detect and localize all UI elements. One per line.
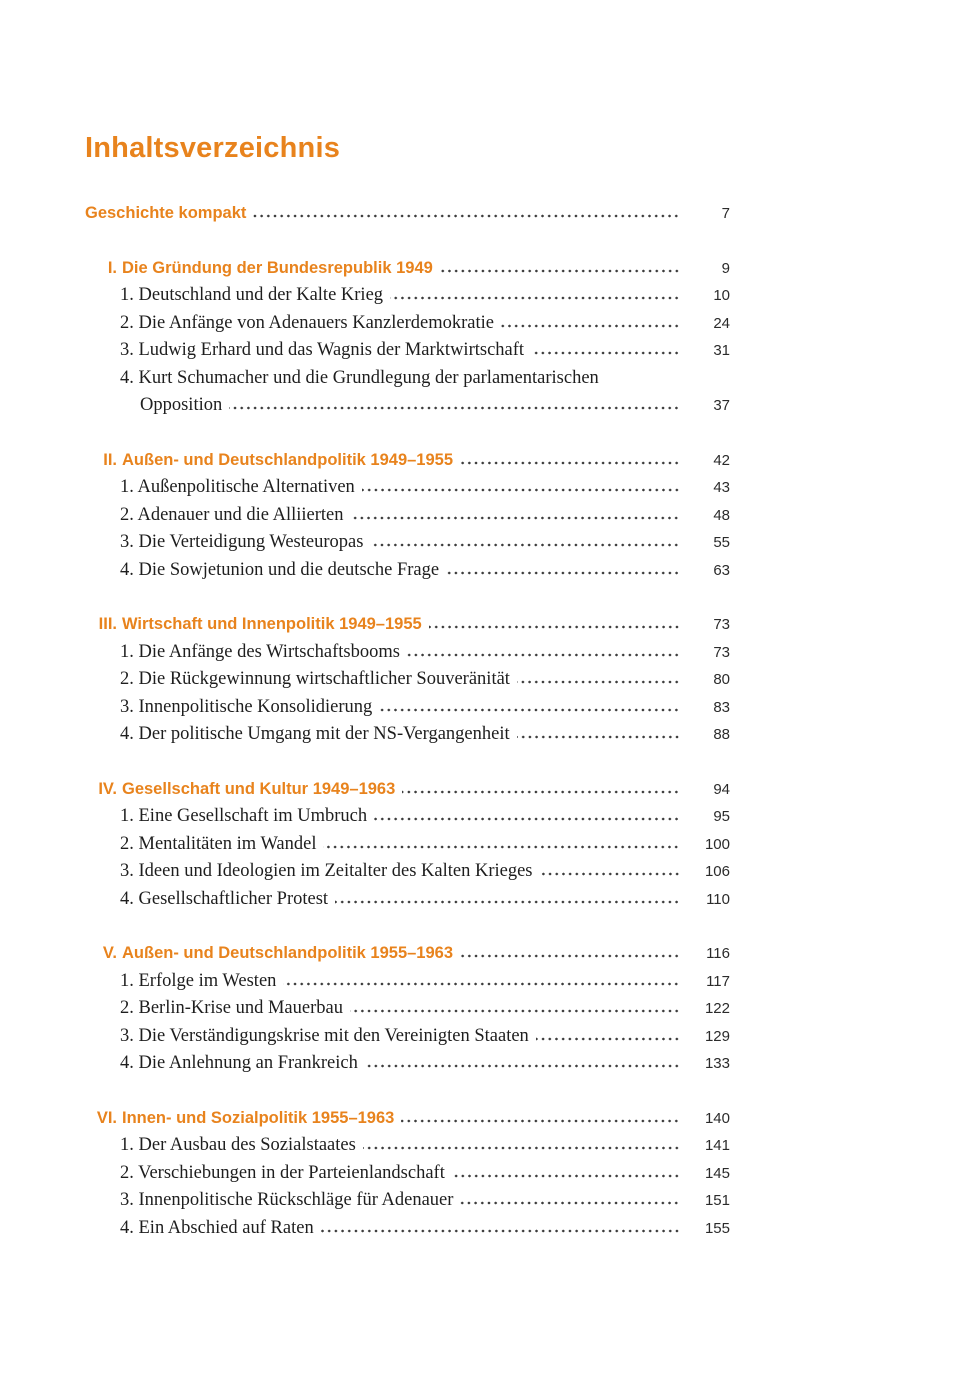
dot-leader (253, 214, 680, 218)
toc-section (85, 1105, 730, 1243)
section-numeral: II. (103, 450, 117, 469)
dot-leader (379, 708, 680, 712)
toc-entry (85, 1023, 730, 1051)
dot-leader (323, 845, 680, 849)
section-numeral: V. (102, 944, 117, 962)
dot-leader (440, 269, 680, 273)
entry-label: 3. Innenpolitische Konsolidierung (120, 696, 373, 717)
section-title: Außen- und Deutschlandpolitik 1949–1955 (122, 450, 453, 469)
entry-page-number: 106 (704, 863, 730, 880)
entry-label: 1. Der Ausbau des Sozialstaates (120, 1135, 356, 1155)
toc-entry (85, 529, 730, 557)
dot-leader (446, 571, 680, 575)
entry-page-number: 37 (713, 397, 730, 414)
entry-label: 1. Deutschland und der Kalte Krieg (120, 285, 384, 305)
toc-entry (85, 310, 730, 338)
entry-label: 4. Kurt Schumacher und die Grundlegung der parlamentarischen (120, 367, 599, 388)
toc-entry (85, 694, 730, 722)
section-page-number: 42 (713, 451, 730, 469)
entry-page-number: 43 (713, 479, 730, 496)
toc-entry (85, 803, 730, 831)
dot-leader (365, 1064, 680, 1068)
section-heading (85, 1105, 730, 1133)
dot-leader (452, 1174, 680, 1178)
entry-label: 4. Die Anlehnung an Frankreich (120, 1053, 358, 1073)
entry-page-number: 83 (713, 698, 730, 716)
entry-label: 1. Erfolge im Westen (120, 970, 277, 991)
section-items (85, 968, 730, 1078)
entry-page-number: 55 (713, 534, 730, 551)
toc-entry (85, 995, 730, 1023)
section-numeral: III. (98, 615, 117, 633)
entry-label: 4. Gesellschaftlicher Protest (120, 888, 329, 909)
dot-leader (401, 1119, 680, 1123)
dot-leader (531, 351, 680, 355)
entry-label: 3. Die Verständigungskrise mit den Vereinigten Staaten (120, 1025, 529, 1046)
section-items (85, 803, 730, 913)
toc-entry (85, 282, 730, 310)
entry-page-number: 95 (713, 808, 730, 825)
section-page-number: 9 (721, 259, 730, 277)
toc-section (85, 776, 730, 914)
entry-page-number: 133 (704, 1055, 730, 1072)
toc-entry-line-1 (85, 365, 730, 393)
entry-label: 3. Ideen und Ideologien im Zeitalter des Kalten Krieges (120, 861, 533, 881)
entry-page-number: 31 (713, 342, 730, 359)
entry-page-number: 145 (704, 1164, 730, 1182)
entry-label: 3. Ludwig Erhard und das Wagnis der Marktwirtschaft (120, 340, 525, 360)
dot-leader (407, 653, 680, 657)
entry-label: 3. Die Verteidigung Westeuropas (120, 532, 364, 552)
page-title: Inhaltsverzeichnis (85, 132, 341, 164)
toc-entry (85, 831, 730, 859)
toc-entry (85, 968, 730, 996)
dot-leader (335, 900, 680, 904)
toc-entry (85, 1050, 730, 1078)
toc-section (85, 255, 730, 420)
toc-entry (85, 557, 730, 585)
entry-label: 2. Mentalitäten im Wandel (120, 833, 317, 854)
entry-label: Geschichte kompakt (85, 204, 247, 222)
dot-leader (362, 488, 680, 492)
dot-leader (540, 872, 680, 876)
section-title: Wirtschaft und Innenpolitik 1949–1955 (122, 615, 422, 633)
entry-label: 4. Ein Abschied auf Raten (120, 1217, 314, 1238)
dot-leader (374, 817, 680, 821)
dot-leader (517, 680, 680, 684)
section-numeral: I. (107, 258, 117, 277)
section-title: Außen- und Deutschlandpolitik 1955–1963 (122, 944, 453, 962)
toc-entry (85, 666, 730, 694)
dot-leader (370, 543, 680, 547)
section-heading (85, 940, 730, 968)
section-page-number: 140 (704, 1109, 730, 1127)
entry-page-number: 122 (704, 1000, 730, 1017)
section-page-number: 73 (713, 616, 730, 633)
section-page-number: 94 (713, 780, 730, 798)
toc-entry (85, 1132, 730, 1160)
toc-entry (85, 1160, 730, 1188)
toc-content (85, 130, 730, 1242)
entry-label: 2. Die Anfänge von Adenauers Kanzlerdemokratie (120, 312, 494, 333)
section-page-number: 116 (706, 945, 730, 962)
section-items (85, 639, 730, 749)
dot-leader (229, 406, 680, 410)
entry-label: 2. Berlin-Krise und Mauerbau (120, 998, 343, 1018)
section-heading (85, 255, 730, 283)
dot-leader (402, 790, 680, 794)
entry-label: 1. Eine Gesellschaft im Umbruch (120, 806, 368, 826)
entry-page-number: 141 (704, 1137, 730, 1154)
entry-label: 2. Adenauer und die Alliierten (120, 504, 344, 525)
section-items (85, 474, 730, 584)
dot-leader (536, 1037, 680, 1041)
entry-page-number: 10 (713, 287, 730, 304)
toc-section (85, 940, 730, 1078)
entry-page-number: 117 (706, 972, 730, 990)
sections (85, 255, 730, 1243)
dot-leader (460, 461, 680, 465)
section-numeral: IV. (98, 779, 117, 798)
entry-page-number: 48 (713, 506, 730, 524)
entry-label: 2. Verschiebungen in der Parteienlandschaft (120, 1162, 445, 1183)
dot-leader (429, 625, 680, 629)
entry-page-number: 151 (704, 1192, 730, 1209)
entry-label: 1. Die Anfänge des Wirtschaftsbooms (120, 641, 400, 662)
entry-page-number: 129 (704, 1027, 730, 1045)
toc-entry (85, 502, 730, 530)
section-heading (85, 776, 730, 804)
toc-section (85, 447, 730, 585)
toc-entry-wrapped (85, 365, 730, 420)
section-title: Innen- und Sozialpolitik 1955–1963 (122, 1108, 395, 1127)
dot-leader (363, 1146, 680, 1150)
section-numeral: VI. (96, 1108, 117, 1127)
dot-leader (501, 324, 680, 328)
entry-page-number: 100 (704, 835, 730, 853)
entry-page-number: 88 (713, 726, 730, 743)
toc-entry (85, 886, 730, 914)
toc-entry (85, 1187, 730, 1215)
dot-leader (283, 982, 680, 986)
dot-leader (321, 1229, 680, 1233)
dot-leader (517, 735, 680, 739)
toc-entry (85, 721, 730, 749)
section-items (85, 1132, 730, 1242)
section-title: Die Gründung der Bundesrepublik 1949 (122, 258, 433, 277)
entry-page-number: 73 (713, 643, 730, 661)
toc-section (85, 611, 730, 749)
entry-page-number: 80 (713, 671, 730, 688)
entry-label: 2. Die Rückgewinnung wirtschaftlicher Souveränität (120, 669, 510, 689)
entry-page-number: 7 (721, 205, 730, 222)
section-heading (85, 447, 730, 475)
entry-page-number: 155 (704, 1219, 730, 1237)
dot-leader (350, 516, 680, 520)
section-items (85, 282, 730, 420)
dot-leader (460, 954, 680, 958)
dot-leader (390, 296, 680, 300)
entry-label: 3. Innenpolitische Rückschläge für Adenauer (120, 1190, 454, 1210)
toc-entry (85, 474, 730, 502)
toc-entry-line-2 (85, 392, 730, 420)
dot-leader (460, 1201, 680, 1205)
toc-entry (85, 337, 730, 365)
entry-page-number: 63 (713, 561, 730, 579)
section-title: Gesellschaft und Kultur 1949–1963 (122, 779, 396, 798)
entry-page-number: 110 (706, 890, 730, 908)
toc-entry (85, 639, 730, 667)
entry-label: 4. Der politische Umgang mit der NS-Vergangenheit (120, 724, 510, 744)
entry-label: 1. Außenpolitische Alternativen (120, 477, 355, 497)
section-heading (85, 611, 730, 639)
toc-entry (85, 1215, 730, 1243)
toc-front-entry (85, 200, 730, 228)
entry-label: 4. Die Sowjetunion und die deutsche Frage (120, 559, 440, 580)
entry-label-continuation: Opposition (140, 395, 223, 415)
entry-page-number: 24 (713, 314, 730, 332)
dot-leader (350, 1009, 680, 1013)
toc-entry (85, 858, 730, 886)
